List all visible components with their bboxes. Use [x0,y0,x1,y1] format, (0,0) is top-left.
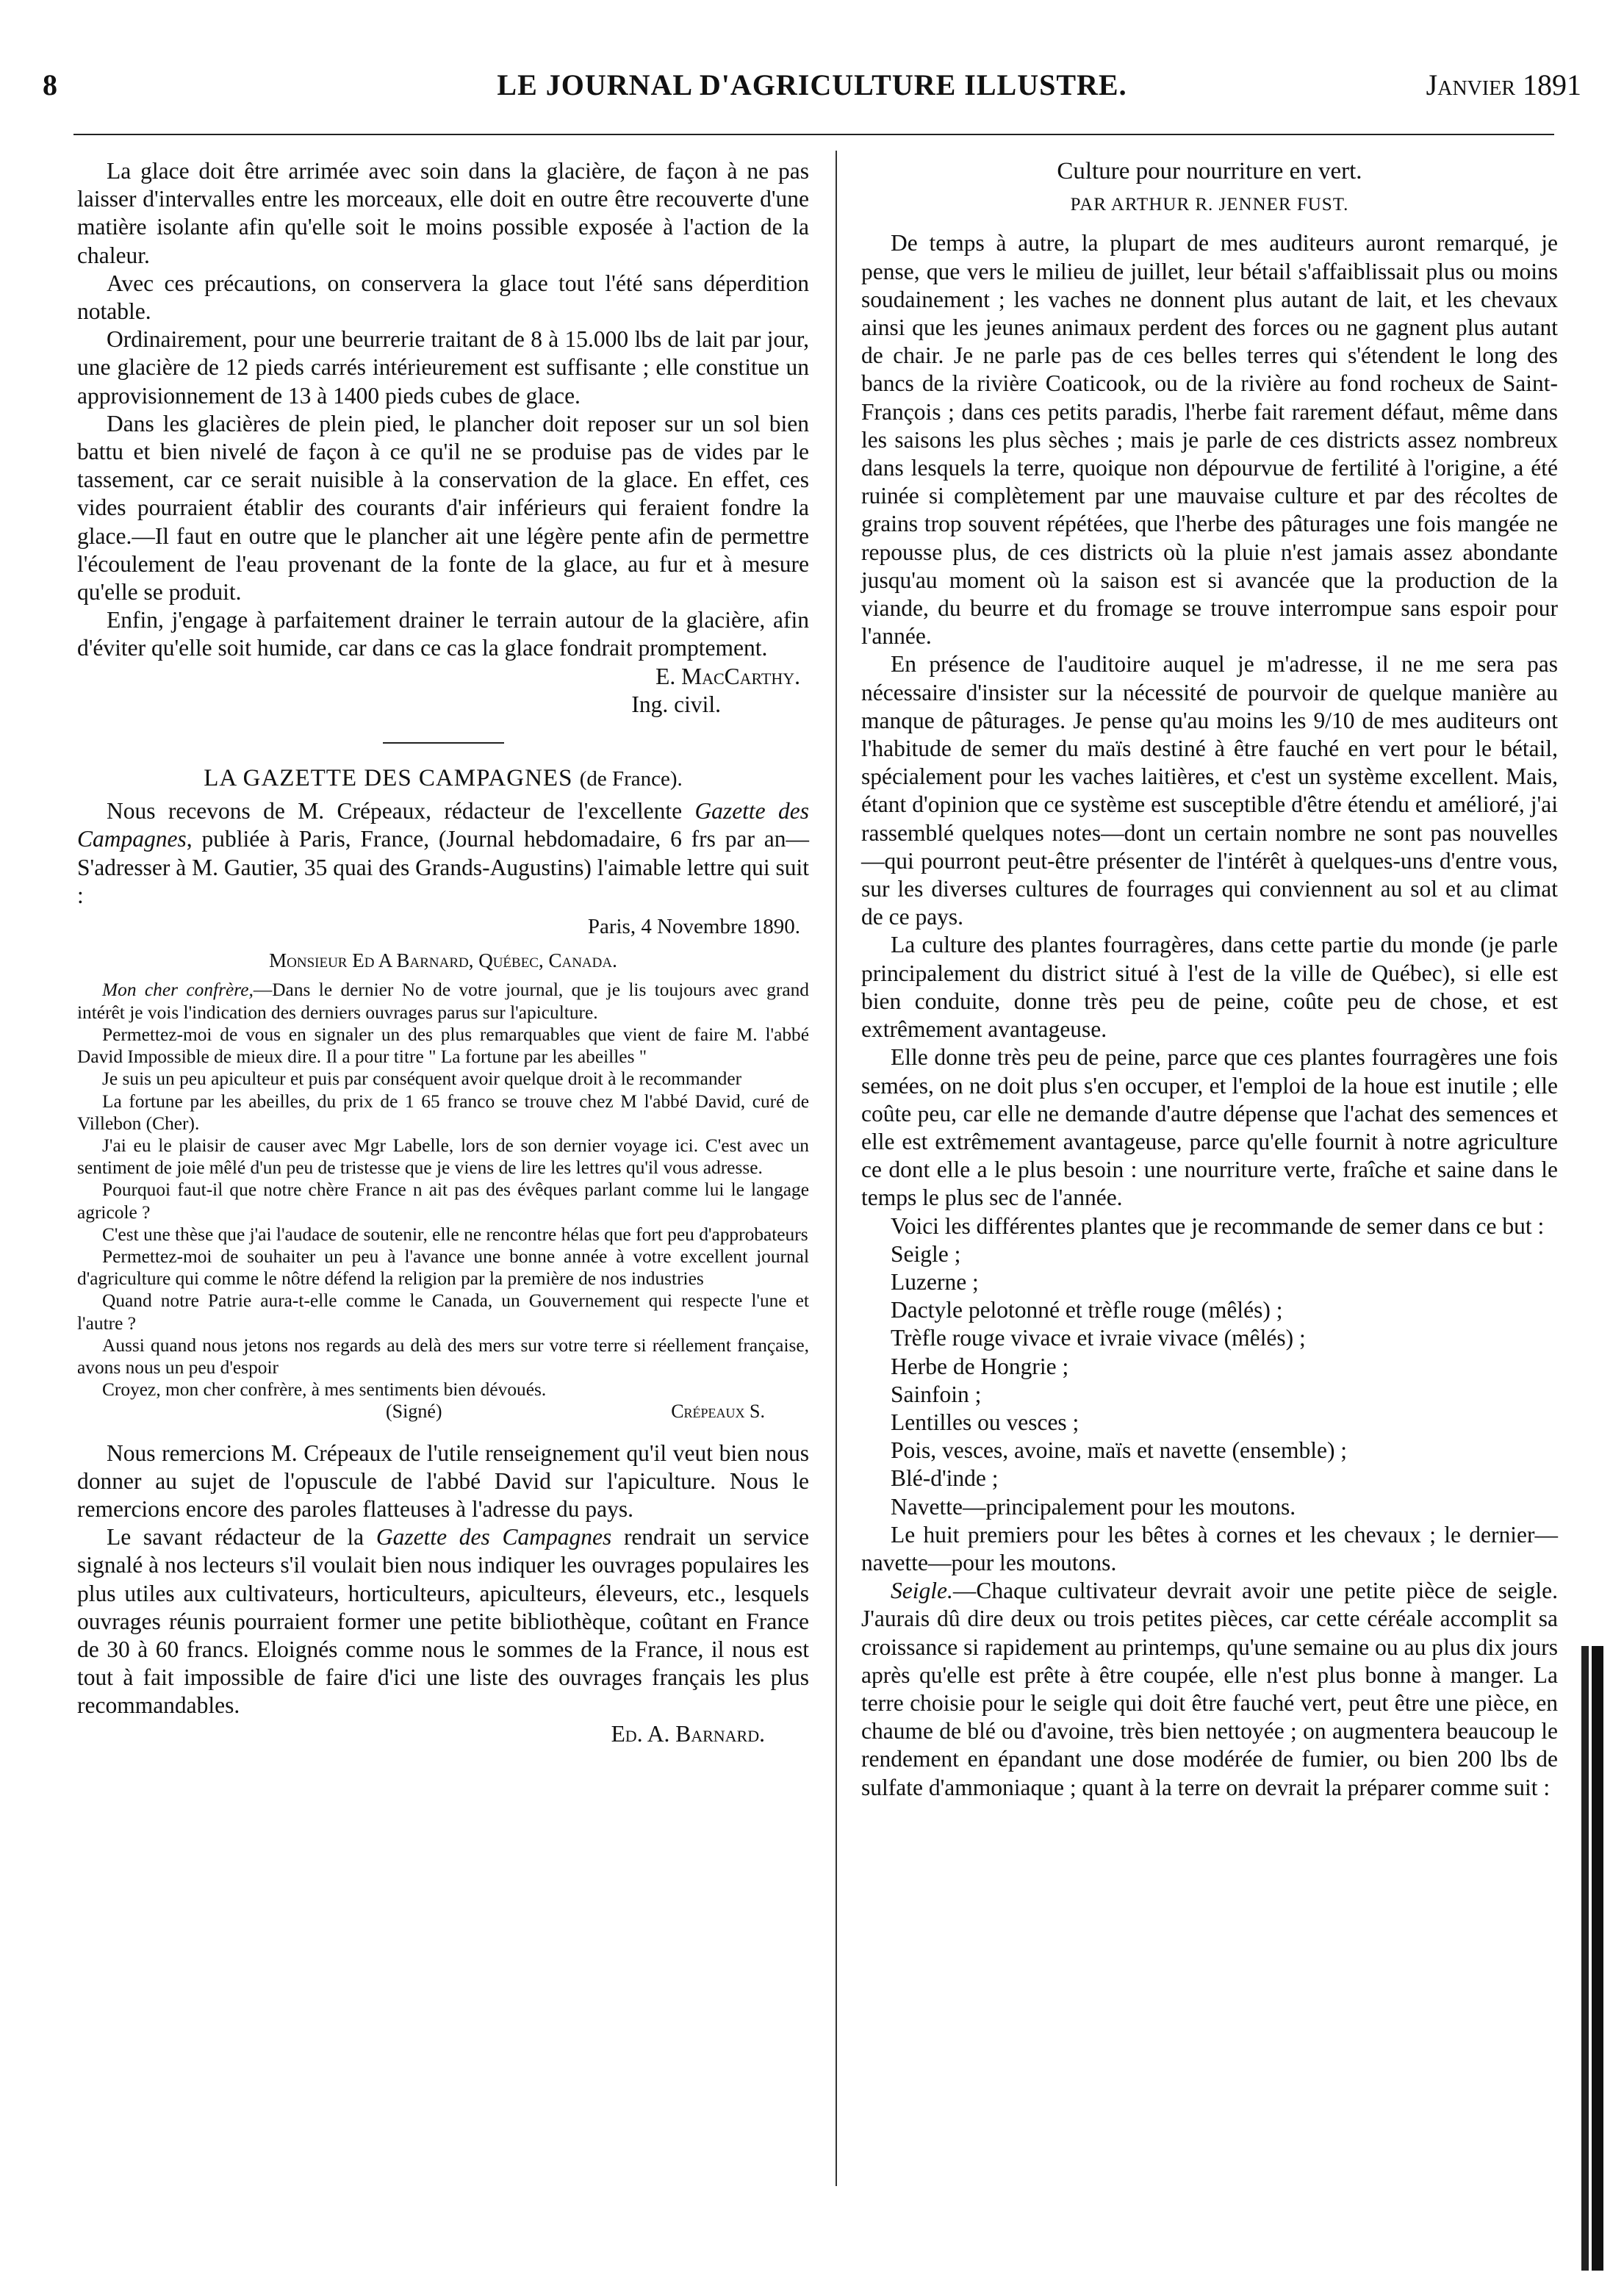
page-number: 8 [43,68,57,101]
gazette-title-suffix: (de France). [579,767,683,791]
closing-signature: Ed. A. Barnard. [611,1720,765,1747]
ice-paragraph: Avec ces précautions, on conservera la glace tout l'été sans déperdition notable. [77,270,809,325]
plant-list-item: Dactyle pelotonné et trèfle rouge (mêlés) ; [891,1297,1283,1323]
closing-text: Le savant rédacteur de la [107,1524,376,1550]
page-edge-mark [1581,1646,1603,2271]
gazette-heading [77,764,809,793]
list-note: Le huit premiers pour les bêtes à cornes et les chevaux ; le dernier—navette—pour les moutons. [861,1521,1558,1575]
letter-paragraph: Je suis un peu apiculteur et puis par conséquent avoir quelque droit à le recommander [102,1068,742,1090]
ice-paragraph: La glace doit être arrimée avec soin dans la glacière, de façon à ne pas laisser d'intervalles entre les morceaux, elle doit en outre être recouverte d'une matière isolante afin qu'elle soit le moins possible exposée à l'action de la chaleur. [77,158,809,268]
letter-text: —Dans le dernier No de votre journal, que je lis toujours avec grand intérêt je vois l'indication des derniers ouvrages parus sur l'apiculture. [77,980,809,1023]
article-paragraph: La culture des plantes fourragères, dans cette partie du monde (je parle principalement du district situé à l'est de la ville de Québec), si elle est bien conduite, donne très peu de peine, coûte peu de chose, et est extrêmement avantageuse. [861,932,1558,1043]
letter-signed: (Signé) [386,1401,442,1423]
letter-body [77,979,809,1423]
article-byline: PAR ARTHUR R. JENNER FUST. [1070,195,1349,215]
plant-list-item: Pois, vesces, avoine, maïs et navette (ensemble) ; [891,1437,1348,1464]
article-paragraph: Elle donne très peu de peine, parce que ces plantes fourragères une fois semées, on ne doit plus s'en occuper, et l'emploi de la houe est inutile ; elle coûte peu, car elle ne demande d'autre dépense que l'achat des semences et elle est extrêmement avantageuse, parce qu'elle fournit à notre agriculture ce dont elle a le plus besoin : une nourriture verte, fraîche et saine dans le temps le plus sec de l'année. [861,1044,1558,1211]
left-column [77,157,809,1748]
letter-paragraph: Croyez, mon cher confrère, à mes sentiments bien dévoués. [102,1379,547,1401]
gazette-intro-text: Nous recevons de M. Crépeaux, rédacteur de l'excellente [107,798,695,824]
seigle-label: Seigle. [891,1578,953,1604]
letter-paragraph: Permettez-moi de souhaiter un peu à l'avance une bonne année à votre excellent journal d'agriculture qui comme le nôtre défend la religion par la première de nos industries [77,1246,809,1290]
plant-list-item: Navette—principalement pour les moutons. [891,1493,1296,1520]
closing-paragraph [77,1523,809,1719]
plant-list-item: Lentilles ou vesces ; [891,1409,1079,1435]
ice-paragraph: Enfin, j'engage à parfaitement drainer le terrain autour de la glacière, afin d'éviter qu'elle soit humide, car dans ce cas la glace fondrait promptement. [77,607,809,661]
seigle-text: —Chaque cultivateur devrait avoir une petite pièce de seigle. J'aurais dû dire deux ou trois petites pièces, car cette céréale accomplit sa croissance si rapidement au printemps, qu'une semaine ou au plus dix jours après qu'elle est prête à être coupée, elle n'est plus bonne à manger. La terre choisie pour le seigle qui doit être fauché vert, peut être une pièce, en chaume de blé ou d'avoine, très bien nettoyée ; on augmentera beaucoup le rendement en épandant une dose modérée de fumier, ou bien 200 lbs de sulfate d'ammoniaque ; quant à la terre on devrait la préparer comme suit : [861,1578,1558,1800]
letter-signer: Crépeaux S. [671,1401,765,1423]
ice-paragraph: Ordinairement, pour une beurrerie traitant de 8 à 15.000 lbs de lait par jour, une glacière de 12 pieds carrés intérieurement est suffisante ; elle constitue un approvisionnement de 13 à 1400 pieds cubes de glace. [77,326,809,409]
article-paragraph: Voici les différentes plantes que je recommande de semer dans ce but : [891,1212,1545,1239]
ice-paragraph: Dans les glacières de plein pied, le plancher doit reposer sur un sol bien battu et bien nivelé de façon à ce qu'il ne se produise pas de vides par le tassement, car ce serait nuisible à la conservation de la glace. En effet, ces vides pourraient établir des courants d'air inférieurs qui feraient fondre la glace.—Il faut en outre que le plancher ait une légère pente afin de permettre l'écoulement de l'eau provenant de la fonte de la glace, au fur et à mesure qu'elle se produit. [77,410,809,605]
ice-signature: E. MacCarthy. [655,663,800,689]
gazette-title: LA GAZETTE DES CAMPAGNES [204,765,573,792]
gazette-intro-italic: Gazette des Campagnes [77,798,810,852]
article-paragraph: De temps à autre, la plupart de mes auditeurs auront remarqué, je pense, que vers le milieu de juillet, leur bétail s'affaiblissait plus ou moins soudainement ; les vaches ne donnent plus autant de lait, et les chevaux ainsi que les jeunes animaux perdent des forces ou ne gagnent plus autant de chair. Je ne parle pas de ces belles terres qui s'étendent le long des bancs de la rivière Coaticook, ou de la rivière au fond rocheux de Saint-François ; dans ces petits paradis, l'herbe fait rarement défaut, même dans les saisons les plus sèches ; mais je parle de ces districts assez nombreux dans lesquels la terre, quoique non dépourvue de fertilité à l'origine, a été ruinée si complètement par une mauvaise culture et par des récoltes de grains trop souvent répétées, que l'herbe des pâturages une fois mangée ne repousse plus, de ces districts où la pluie n'est jamais assez abondante jusqu'au moment où la saison est si avancée que la production de la viande, du beurre et du fromage se trouve interrompue sans espoir pour l'année. [861,230,1558,650]
letter-place-date: Paris, 4 Novembre 1890. [587,915,800,939]
letter-signature [77,1401,809,1423]
issue-date: Janvier 1891 [1426,68,1581,101]
gazette-intro-text: , publiée à Paris, France, (Journal hebdomadaire, 6 frs par an—S'adresser à M. Gautier, 35 quai des Grands-Augustins) l'aimable lettre qui suit : [77,826,809,908]
letter-paragraph: La fortune par les abeilles, du prix de 1 65 franco se trouve chez M l'abbé David, curé de Villebon (Cher). [77,1090,809,1134]
right-column [861,157,1558,1802]
column-divider [836,151,837,2186]
letter-paragraph: Quand notre Patrie aura-t-elle comme le Canada, un Gouvernement qui respecte l'une et l'autre ? [77,1290,809,1334]
journal-title: LE JOURNAL D'AGRICULTURE ILLUSTRE. [497,68,1127,101]
page-header [29,68,1595,112]
letter-salutation: Mon cher confrère, [102,980,254,1001]
letter-paragraph: Permettez-moi de vous en signaler un des plus remarquables que vient de faire M. l'abbé David Impossible de mieux dire. Il a pour titre " La fortune par les abeilles " [77,1024,809,1068]
article-title: Culture pour nourriture en vert. [1057,158,1362,184]
ice-signature-title: Ing. civil. [631,691,721,717]
letter-paragraph: Pourquoi faut-il que notre chère France n ait pas des évêques parlant comme lui le langage agricole ? [77,1179,809,1223]
plant-list-item: Luzerne ; [891,1268,979,1295]
closing-text: rendrait un service signalé à nos lecteurs s'il voulait bien nous indiquer les ouvrages populaires les plus utiles aux cultivateurs, horticulteurs, apiculteurs, éleveurs, etc., lesquels ouvrages réunis pourraient former une petite bibliothèque, coûtant en France de 30 à 60 francs. Eloignés comme nous le sommes de la France, il nous est tout à fait impossible de faire d'ici une liste des ouvrages français les plus recommandables. [77,1524,809,1719]
closing-paragraph: Nous remercions M. Crépeaux de l'utile renseignement qu'il veut bien nous donner au sujet de l'opuscule de l'abbé David sur l'apiculture. Nous le remercions encore des paroles flatteuses à l'adresse du pays. [77,1440,809,1522]
plant-list-item: Herbe de Hongrie ; [891,1353,1069,1379]
section-rule [383,742,504,744]
letter-paragraph: Aussi quand nous jetons nos regards au delà des mers sur votre terre si réellement française, avons nous un peu d'espoir [77,1334,809,1378]
plant-list-item: Blé-d'inde ; [891,1465,999,1492]
plant-list-item: Seigle ; [891,1240,961,1267]
article-paragraph: En présence de l'auditoire auquel je m'adresse, il ne me sera pas nécessaire d'insister sur la nécessité de pourvoir de quelque manière au manque de pâturages. Je pense qu'au moins les 9/10 de mes auditeurs ont l'habitude de semer du maïs destiné à être fauché en vert pour le bétail, spécialement pour les vaches laitières, et c'est un système excellent. Mais, étant d'opinion que ce système est susceptible d'être étendu et amélioré, j'ai rassemblé quelques notes—dont un certain nombre ne sont pas nouvelles—qui pourront peut-être présenter de l'intérêt à quelques-uns d'entre vous, sur les diverses cultures de fourrages qui conviennent au sol et au climat de ce pays. [861,651,1558,930]
seigle-paragraph [861,1577,1558,1802]
letter-paragraph [77,979,809,1023]
gazette-intro [77,797,809,910]
plant-list-item: Trèfle rouge vivace et ivraie vivace (mêlés) ; [891,1325,1306,1351]
plant-list-item: Sainfoin ; [891,1381,982,1407]
letter-paragraph: J'ai eu le plaisir de causer avec Mgr Labelle, lors de son dernier voyage ici. C'est avec un sentiment de joie mêlé d'un peu de tristesse que je viens de lire les lettres qu'il vous adresse. [77,1135,809,1179]
letter-paragraph: C'est une thèse que j'ai l'audace de soutenir, elle ne rencontre hélas que fort peu d'approbateurs [102,1223,808,1245]
header-rule [73,134,1554,135]
letter-addressee: Monsieur Ed A Barnard, Québec, Canada. [269,949,617,972]
closing-italic: Gazette des Campagnes [376,1524,612,1550]
